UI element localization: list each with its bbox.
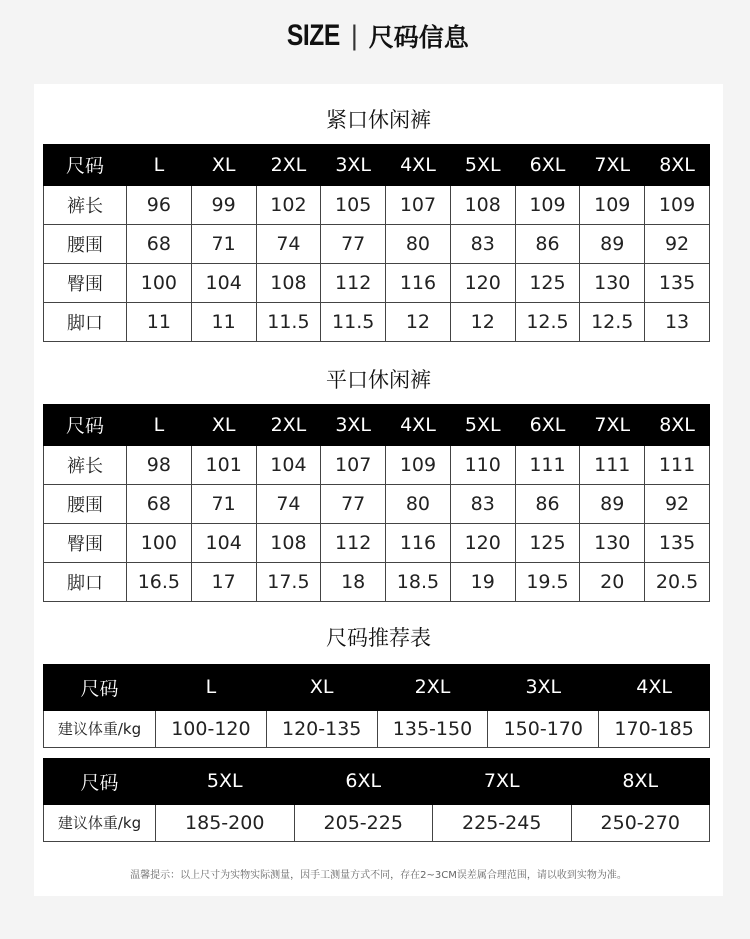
size-header-cell: 5XL (156, 759, 295, 805)
value-cell: 135 (645, 263, 710, 302)
header-row (44, 405, 710, 446)
size-header-cell: 7XL (580, 405, 645, 446)
value-cell: 86 (515, 484, 580, 523)
size-header-cell: 6XL (515, 405, 580, 446)
value-cell: 125 (515, 263, 580, 302)
size-header-cell: 4XL (386, 145, 451, 186)
table1-title: 紧口休闲裤 (326, 108, 431, 132)
table1-size-chart (43, 144, 710, 342)
size-column-header: 尺码 (44, 759, 156, 805)
value-cell: 17 (191, 562, 256, 601)
value-cell: 100 (127, 523, 192, 562)
value-cell: 100 (127, 263, 192, 302)
size-header-cell: 5XL (450, 145, 515, 186)
value-cell: 12.5 (515, 302, 580, 341)
value-cell: 18.5 (386, 562, 451, 601)
value-cell: 101 (191, 445, 256, 484)
value-cell: 77 (321, 224, 386, 263)
header-divider: | (349, 21, 359, 51)
value-cell: 68 (127, 224, 192, 263)
size-header-cell: 5XL (450, 405, 515, 446)
value-cell: 120 (450, 263, 515, 302)
table2-title: 平口休闲裤 (326, 368, 431, 392)
value-cell: 111 (645, 445, 710, 484)
value-cell: 130 (580, 523, 645, 562)
value-cell: 170-185 (599, 710, 710, 747)
value-cell: 83 (450, 224, 515, 263)
value-cell: 108 (450, 185, 515, 224)
value-cell: 86 (515, 224, 580, 263)
value-cell: 125 (515, 523, 580, 562)
value-cell: 80 (386, 484, 451, 523)
row-label-cell: 建议体重/kg (44, 710, 156, 747)
value-cell: 109 (386, 445, 451, 484)
value-cell: 150-170 (488, 710, 599, 747)
row-label-cell: 臀围 (44, 523, 127, 562)
size-header-cell: 2XL (256, 145, 321, 186)
table-row (44, 302, 710, 341)
value-cell: 17.5 (256, 562, 321, 601)
value-cell: 74 (256, 484, 321, 523)
size-header-cell: 2XL (377, 665, 488, 711)
value-cell: 225-245 (433, 804, 572, 841)
value-cell: 112 (321, 523, 386, 562)
recommend-table-b (43, 758, 710, 842)
size-header-cell: 3XL (488, 665, 599, 711)
size-header-cell: 8XL (645, 145, 710, 186)
table-row (44, 445, 710, 484)
table-row (44, 523, 710, 562)
row-label-cell: 裤长 (44, 445, 127, 484)
table2-size-chart (43, 404, 710, 602)
value-cell: 18 (321, 562, 386, 601)
value-cell: 105 (321, 185, 386, 224)
table-row (44, 484, 710, 523)
row-label-cell: 脚口 (44, 562, 127, 601)
value-cell: 104 (256, 445, 321, 484)
value-cell: 80 (386, 224, 451, 263)
size-header-cell: 3XL (321, 145, 386, 186)
value-cell: 11 (191, 302, 256, 341)
size-header-cell: 7XL (433, 759, 572, 805)
value-cell: 107 (321, 445, 386, 484)
value-cell: 11.5 (256, 302, 321, 341)
value-cell: 20 (580, 562, 645, 601)
value-cell: 107 (386, 185, 451, 224)
value-cell: 11 (127, 302, 192, 341)
value-cell: 12 (450, 302, 515, 341)
value-cell: 102 (256, 185, 321, 224)
size-column-header: 尺码 (44, 665, 156, 711)
row-label-cell: 臀围 (44, 263, 127, 302)
value-cell: 98 (127, 445, 192, 484)
value-cell: 111 (580, 445, 645, 484)
size-header-cell: 2XL (256, 405, 321, 446)
size-header-cell: XL (266, 665, 377, 711)
recommend-table-a (43, 664, 710, 748)
size-info-card (34, 84, 723, 896)
header-row (44, 145, 710, 186)
header-row (44, 665, 710, 711)
row-label-cell: 腰围 (44, 484, 127, 523)
row-label-cell: 腰围 (44, 224, 127, 263)
size-heading: SIZE (287, 19, 341, 52)
value-cell: 96 (127, 185, 192, 224)
value-cell: 205-225 (294, 804, 433, 841)
recommend-title: 尺码推荐表 (326, 626, 431, 650)
table-row (44, 562, 710, 601)
value-cell: 108 (256, 263, 321, 302)
value-cell: 77 (321, 484, 386, 523)
value-cell: 111 (515, 445, 580, 484)
value-cell: 11.5 (321, 302, 386, 341)
row-label-cell: 脚口 (44, 302, 127, 341)
value-cell: 74 (256, 224, 321, 263)
size-header-cell: XL (191, 405, 256, 446)
header-row (44, 759, 710, 805)
value-cell: 68 (127, 484, 192, 523)
size-column-header: 尺码 (44, 405, 127, 446)
value-cell: 92 (645, 484, 710, 523)
value-cell: 112 (321, 263, 386, 302)
page-header (0, 14, 750, 58)
size-header-cell: 7XL (580, 145, 645, 186)
size-header-cell: 6XL (294, 759, 433, 805)
table-row (44, 263, 710, 302)
page-title: 尺码信息 (368, 23, 469, 52)
value-cell: 120-135 (266, 710, 377, 747)
value-cell: 89 (580, 484, 645, 523)
value-cell: 185-200 (156, 804, 295, 841)
size-column-header: 尺码 (44, 145, 127, 186)
value-cell: 12 (386, 302, 451, 341)
value-cell: 20.5 (645, 562, 710, 601)
value-cell: 19 (450, 562, 515, 601)
value-cell: 250-270 (571, 804, 710, 841)
row-label-cell: 建议体重/kg (44, 804, 156, 841)
value-cell: 104 (191, 523, 256, 562)
value-cell: 99 (191, 185, 256, 224)
value-cell: 116 (386, 263, 451, 302)
value-cell: 104 (191, 263, 256, 302)
size-header-cell: 4XL (386, 405, 451, 446)
value-cell: 71 (191, 484, 256, 523)
size-header-cell: 4XL (599, 665, 710, 711)
value-cell: 110 (450, 445, 515, 484)
value-cell: 109 (580, 185, 645, 224)
value-cell: 120 (450, 523, 515, 562)
value-cell: 16.5 (127, 562, 192, 601)
table-row (44, 185, 710, 224)
value-cell: 19.5 (515, 562, 580, 601)
size-header-cell: L (156, 665, 267, 711)
size-header-cell: L (127, 145, 192, 186)
value-cell: 135-150 (377, 710, 488, 747)
row-label-cell: 裤长 (44, 185, 127, 224)
value-cell: 12.5 (580, 302, 645, 341)
value-cell: 135 (645, 523, 710, 562)
size-header-cell: 3XL (321, 405, 386, 446)
size-header-cell: XL (191, 145, 256, 186)
size-header-cell: 8XL (571, 759, 710, 805)
value-cell: 89 (580, 224, 645, 263)
value-cell: 108 (256, 523, 321, 562)
size-header-cell: 8XL (645, 405, 710, 446)
value-cell: 109 (645, 185, 710, 224)
value-cell: 109 (515, 185, 580, 224)
table-row (44, 710, 710, 747)
measurement-note: 温馨提示：以上尺寸为实物实际测量，因手工测量方式不同，存在2~3CM误差属合理范围，请以收到实物为准。 (130, 870, 627, 881)
value-cell: 83 (450, 484, 515, 523)
value-cell: 71 (191, 224, 256, 263)
value-cell: 92 (645, 224, 710, 263)
value-cell: 13 (645, 302, 710, 341)
value-cell: 100-120 (156, 710, 267, 747)
table-row (44, 224, 710, 263)
table-row (44, 804, 710, 841)
size-header-cell: 6XL (515, 145, 580, 186)
size-header-cell: L (127, 405, 192, 446)
value-cell: 130 (580, 263, 645, 302)
value-cell: 116 (386, 523, 451, 562)
